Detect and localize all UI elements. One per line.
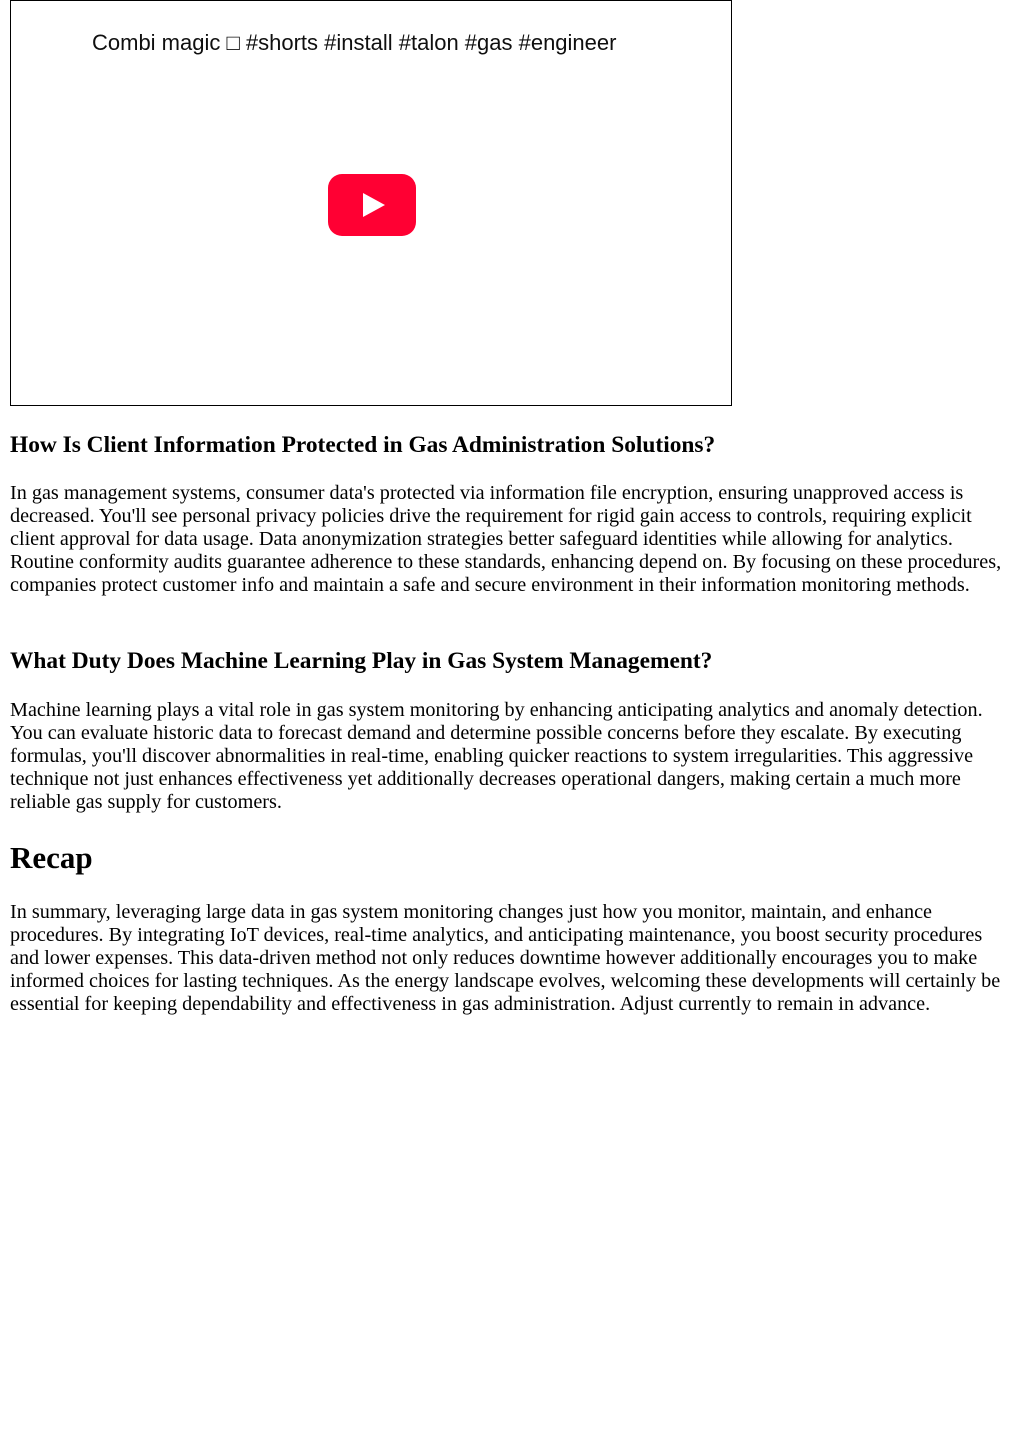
video-title[interactable]: Combi magic □ #shorts #install #talon #gas #engineer xyxy=(92,30,617,55)
section-body-recap: In summary, leveraging large data in gas system monitoring changes just how you monitor, maintain, and enhance procedures. By integrating IoT devices, real-time analytics, and anticipating maintenance, you boost security procedures and lower expenses. This data-driven method not only reduces downtime however additionally encourages you to make informed choices for lasting techniques. As the energy landscape evolves, welcoming these developments will certainly be essential for keeping dependability and effectiveness in gas administration. Adjust currently to remain in advance. xyxy=(10,901,1001,1016)
play-button[interactable] xyxy=(328,174,416,236)
article xyxy=(10,0,1014,1016)
section-heading-recap: Recap xyxy=(10,840,93,875)
section-heading-machine-learning: What Duty Does Machine Learning Play in Gas System Management? xyxy=(10,648,713,674)
youtube-play-icon xyxy=(328,174,416,236)
section-heading-client-info: How Is Client Information Protected in Gas Administration Solutions? xyxy=(10,432,716,458)
section-body-machine-learning: Machine learning plays a vital role in gas system monitoring by enhancing anticipating analytics and anomaly detection. You can evaluate historic data to forecast demand and determine possible concerns before they escalate. By executing formulas, you'll discover abnormalities in real-time, enabling quicker reactions to system irregularities. This aggressive technique not just enhances effectiveness yet additionally decreases operational dangers, making certain a much more reliable gas supply for customers. xyxy=(10,699,983,814)
section-body-client-info: In gas management systems, consumer data's protected via information file encryption, ensuring unapproved access is decreased. You'll see personal privacy policies drive the requirement for rigid gain access to controls, requiring explicit client approval for data usage. Data anonymization strategies better safeguard identities while allowing for analytics. Routine conformity audits guarantee adherence to these standards, enhancing depend on. By focusing on these procedures, companies protect customer info and maintain a safe and secure environment in their information monitoring methods. xyxy=(10,482,1002,597)
video-embed[interactable] xyxy=(10,0,732,406)
